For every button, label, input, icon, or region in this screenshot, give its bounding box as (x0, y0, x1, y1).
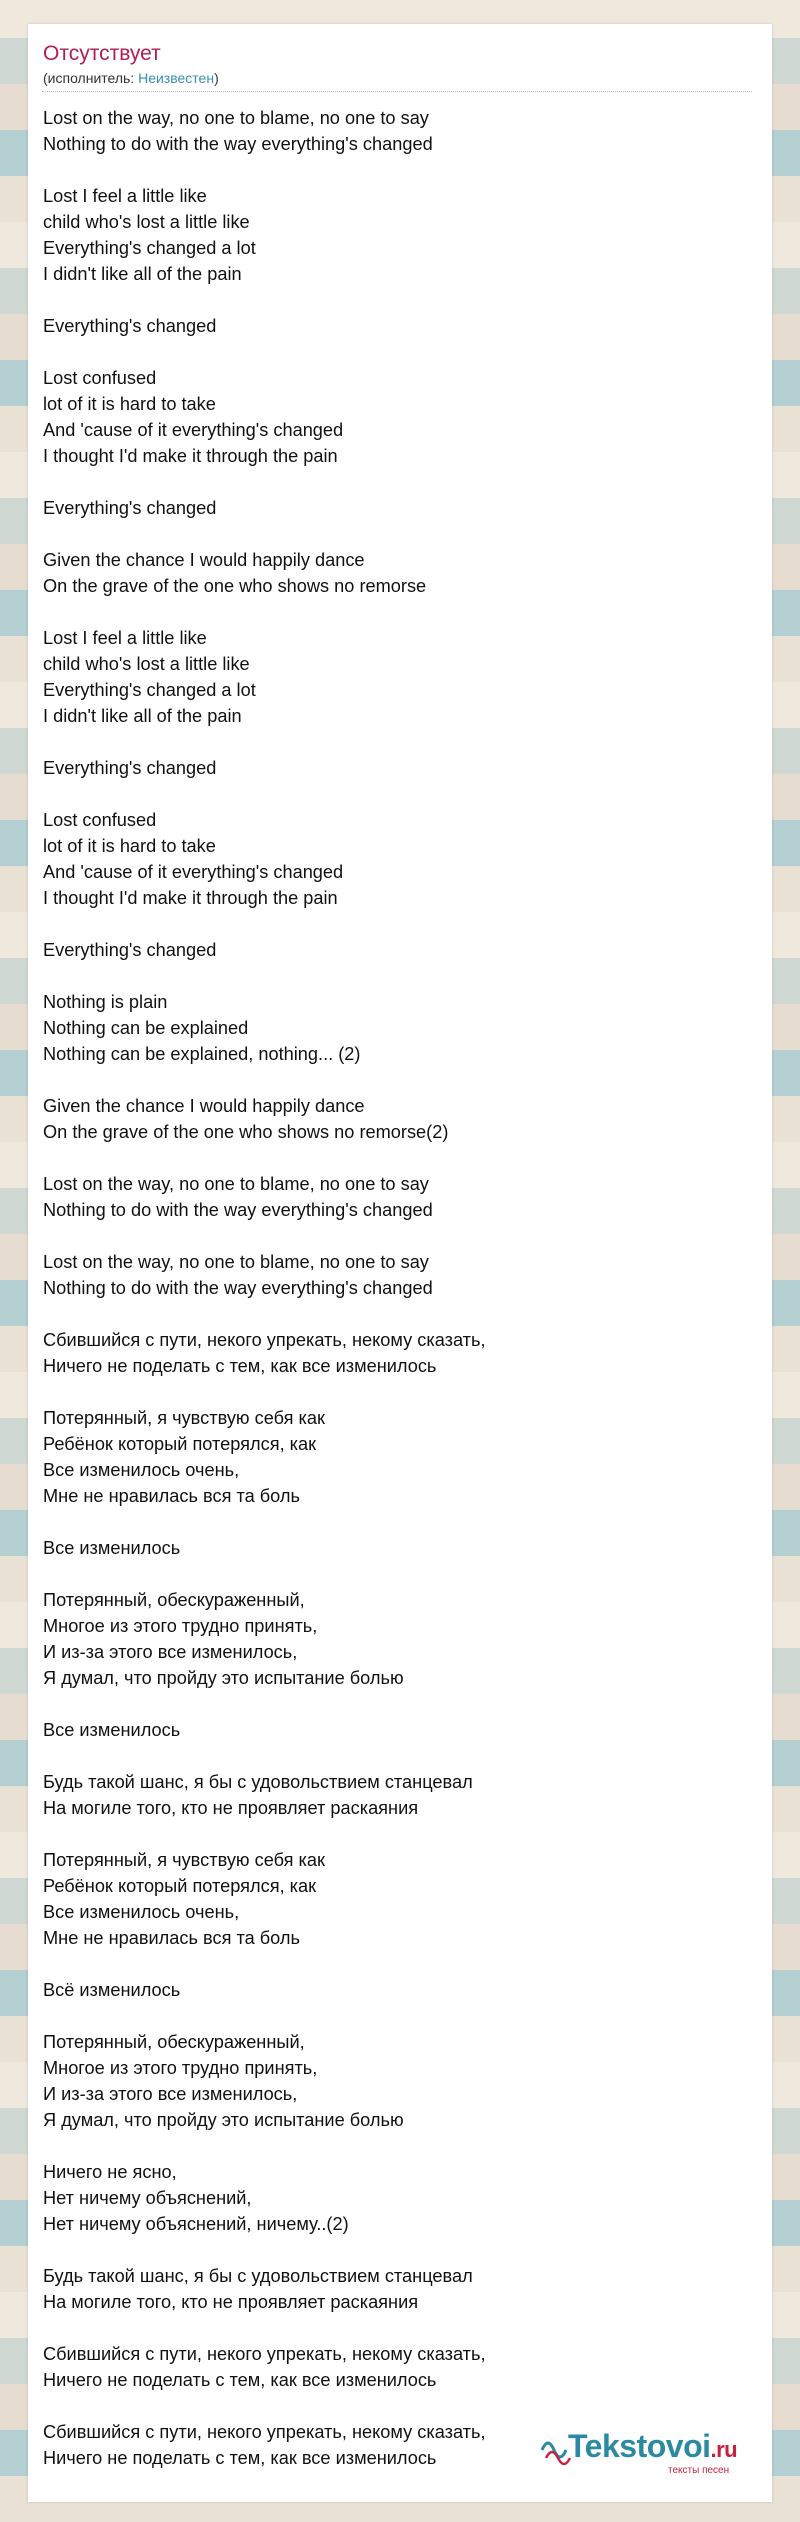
lyrics-line: Ничего не поделать с тем, как все изменилось (43, 1356, 437, 1376)
lyrics-line: lot of it is hard to take (43, 394, 216, 414)
lyrics-line: Ребёнок который потерялся, как (43, 1876, 317, 1896)
lyrics-line: Всё изменилось (43, 1980, 181, 2000)
lyrics-stanza (43, 547, 486, 599)
song-title: Отсутствует (43, 42, 161, 65)
lyrics-line: On the grave of the one who shows no remorse (43, 576, 427, 596)
title-divider (42, 91, 752, 92)
lyrics-line: I didn't like all of the pain (43, 706, 242, 726)
lyrics-stanza (43, 989, 486, 1067)
lyrics-line: Ничего не поделать с тем, как все изменилось (43, 2370, 437, 2390)
lyrics-stanza (43, 1327, 486, 1379)
lyrics-stanza (43, 1769, 486, 1821)
lyrics-stanza (43, 2029, 486, 2133)
lyrics-line: Будь такой шанс, я бы с удовольствием станцевал (43, 1772, 473, 1792)
lyrics-line: И из-за этого все изменилось, (43, 1642, 298, 1662)
lyrics-line: Сбившийся с пути, некого упрекать, некому сказать, (43, 2344, 486, 2364)
artist-line (43, 69, 219, 87)
lyrics-stanza (43, 105, 486, 157)
lyrics-line: lot of it is hard to take (43, 836, 216, 856)
lyrics-line: И из-за этого все изменилось, (43, 2084, 298, 2104)
lyrics-stanza (43, 2419, 486, 2471)
lyrics-stanza (43, 1587, 486, 1691)
artist-link[interactable]: Неизвестен (138, 70, 215, 86)
lyrics-line: Lost I feel a little like (43, 186, 207, 206)
lyrics-stanza (43, 183, 486, 287)
lyrics-line: Lost confused (43, 810, 157, 830)
lyrics-line: Nothing to do with the way everything's changed (43, 1200, 433, 1220)
lyrics-line: Все изменилось (43, 1538, 181, 1558)
lyrics-line: Ничего не поделать с тем, как все изменилось (43, 2448, 437, 2468)
lyrics-line: Все изменилось очень, (43, 1460, 240, 1480)
logo-wordmark (568, 2428, 737, 2468)
lyrics-line: Everything's changed (43, 758, 217, 778)
lyrics-line: Сбившийся с пути, некого упрекать, некому сказать, (43, 2422, 486, 2442)
lyrics-line: Nothing to do with the way everything's changed (43, 134, 433, 154)
lyrics-line: And 'cause of it everything's changed (43, 862, 344, 882)
lyrics-line: I thought I'd make it through the pain (43, 446, 338, 466)
lyrics-line: Everything's changed a lot (43, 680, 256, 700)
lyrics-line: Будь такой шанс, я бы с удовольствием станцевал (43, 2266, 473, 2286)
lyrics-line: Я думал, что пройду это испытание болью (43, 1668, 404, 1688)
lyrics-line: Lost I feel a little like (43, 628, 207, 648)
lyrics-stanza (43, 2341, 486, 2393)
lyrics-line: And 'cause of it everything's changed (43, 420, 344, 440)
lyrics-stanza (43, 1717, 486, 1743)
lyrics-line: Nothing can be explained (43, 1018, 249, 1038)
lyrics-line: Нет ничему объяснений, (43, 2188, 252, 2208)
lyrics-stanza (43, 2159, 486, 2237)
lyrics-line: Lost on the way, no one to blame, no one to say (43, 1174, 429, 1194)
lyrics-line: Everything's changed (43, 316, 217, 336)
lyrics-line: Everything's changed (43, 498, 217, 518)
lyrics-stanza (43, 1249, 486, 1301)
lyrics-stanza (43, 1535, 486, 1561)
lyrics-stanza (43, 1171, 486, 1223)
lyrics-stanza (43, 1405, 486, 1509)
lyrics-stanza (43, 313, 486, 339)
lyrics-line: Потерянный, я чувствую себя как (43, 1408, 325, 1428)
lyrics-stanza (43, 1847, 486, 1951)
artist-suffix: ) (214, 70, 219, 86)
logo-tagline: тексты песен (668, 2465, 730, 2476)
lyrics-text (43, 105, 486, 2497)
lyrics-line: Многое из этого трудно принять, (43, 2058, 318, 2078)
lyrics-stanza (43, 2263, 486, 2315)
lyrics-line: Nothing to do with the way everything's changed (43, 1278, 433, 1298)
lyrics-line: Многое из этого трудно принять, (43, 1616, 318, 1636)
logo-tld: .ru (710, 2437, 738, 2462)
lyrics-line: Lost on the way, no one to blame, no one to say (43, 108, 429, 128)
lyrics-line: On the grave of the one who shows no remorse(2) (43, 1122, 449, 1142)
lyrics-line: Given the chance I would happily dance (43, 550, 365, 570)
lyrics-line: Потерянный, я чувствую себя как (43, 1850, 325, 1870)
lyrics-stanza (43, 755, 486, 781)
lyrics-line: Ничего не ясно, (43, 2162, 177, 2182)
lyrics-line: Все изменилось очень, (43, 1902, 240, 1922)
lyrics-line: I didn't like all of the pain (43, 264, 242, 284)
lyrics-line: Сбившийся с пути, некого упрекать, некому сказать, (43, 1330, 486, 1350)
lyrics-line: Lost on the way, no one to blame, no one to say (43, 1252, 429, 1272)
lyrics-stanza (43, 1977, 486, 2003)
lyrics-line: Нет ничему объяснений, ничему..(2) (43, 2214, 349, 2234)
lyrics-line: На могиле того, кто не проявляет раскаяния (43, 1798, 419, 1818)
lyrics-line: Мне не нравилась вся та боль (43, 1486, 300, 1506)
logo-name: Tekstovoi (568, 2428, 711, 2464)
lyrics-line: Lost confused (43, 368, 157, 388)
lyrics-line: Я думал, что пройду это испытание болью (43, 2110, 404, 2130)
lyrics-line: Все изменилось (43, 1720, 181, 1740)
lyrics-line: Ребёнок который потерялся, как (43, 1434, 317, 1454)
lyrics-line: Nothing is plain (43, 992, 168, 1012)
lyrics-stanza (43, 365, 486, 469)
lyrics-line: Given the chance I would happily dance (43, 1096, 365, 1116)
site-logo[interactable] (538, 2424, 758, 2484)
lyrics-line: child who's lost a little like (43, 654, 250, 674)
lyrics-stanza (43, 495, 486, 521)
lyrics-line: Everything's changed a lot (43, 238, 256, 258)
lyrics-stanza (43, 807, 486, 911)
artist-prefix: (исполнитель: (43, 70, 139, 86)
lyrics-line: Мне не нравилась вся та боль (43, 1928, 300, 1948)
lyrics-stanza (43, 1093, 486, 1145)
lyrics-stanza (43, 937, 486, 963)
lyrics-stanza (43, 625, 486, 729)
lyrics-line: На могиле того, кто не проявляет раскаяния (43, 2292, 419, 2312)
lyrics-line: Nothing can be explained, nothing... (2) (43, 1044, 361, 1064)
lyrics-card (28, 24, 772, 2502)
lyrics-line: Потерянный, обескураженный, (43, 2032, 305, 2052)
lyrics-line: Потерянный, обескураженный, (43, 1590, 305, 1610)
lyrics-line: child who's lost a little like (43, 212, 250, 232)
lyrics-line: I thought I'd make it through the pain (43, 888, 338, 908)
lyrics-line: Everything's changed (43, 940, 217, 960)
